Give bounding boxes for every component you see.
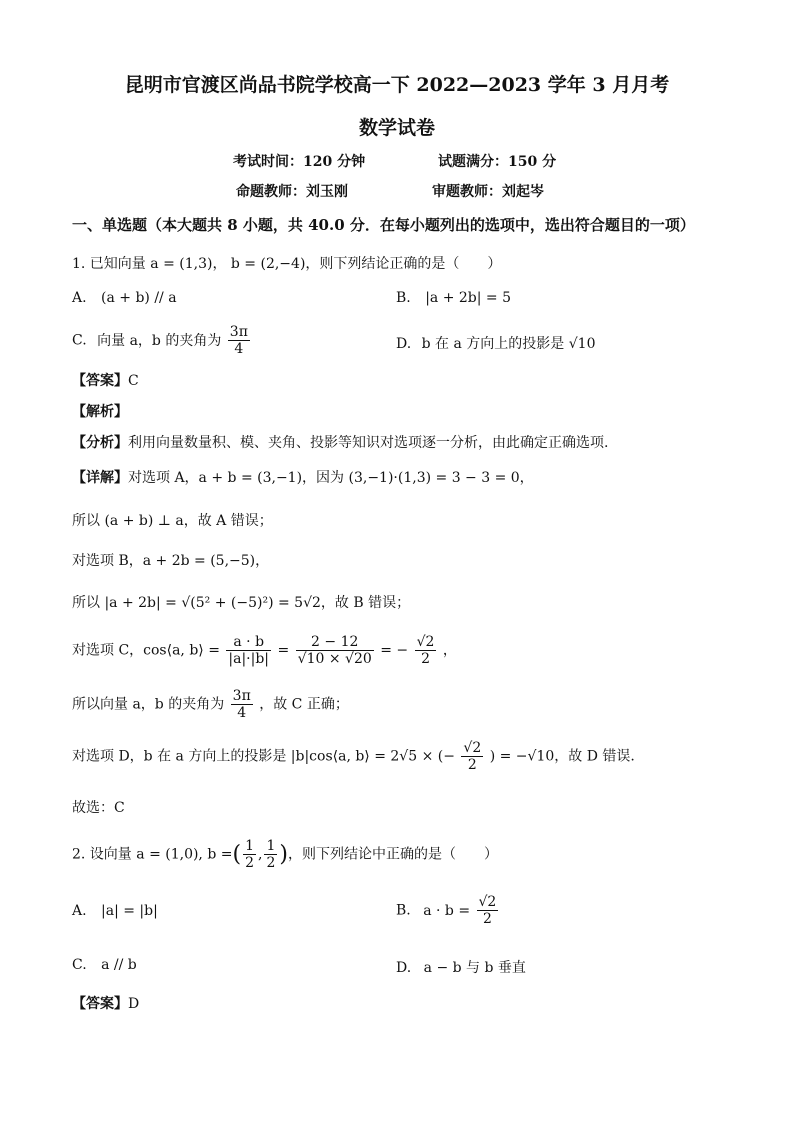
q2-answer — [72, 993, 139, 1013]
q1-stem-a: 1. 已知向量 — [72, 256, 146, 272]
q1-detail-1 — [72, 467, 534, 487]
q1-detail-6-frac — [231, 688, 253, 721]
q1-option-c-den: 4 — [234, 341, 244, 357]
frac3-den: 2 — [421, 651, 430, 667]
exam-time: 考试时间：120 分钟 — [233, 154, 366, 170]
q2-b2-num: 1 — [266, 838, 276, 854]
q1-detail-7 — [72, 740, 635, 773]
q1-detail-4: 所以 |a + 2b| = √(5² + (−5)²) = 5√2，故 B 错误； — [72, 595, 411, 611]
q1-option-a — [72, 290, 177, 306]
q1-fenxi-text: 利用向量数量积、模、夹角、投影等知识对选项逐一分析，由此确定正确选项. — [128, 435, 609, 451]
frac2-den: √10 × √20 — [297, 651, 372, 667]
detail7-den: 2 — [467, 757, 477, 773]
q1-vec-b: b = (2,−4) — [230, 256, 306, 272]
q1-option-d-text: b 在 a 方向上的投影是 √10 — [421, 336, 596, 352]
full-score: 试题满分：150 分 — [438, 154, 557, 170]
q2-option-b — [396, 894, 500, 927]
q1-stem-b: ，则下列结论正确的是（ ） — [305, 256, 502, 272]
q2-option-b-pre: a · b = — [423, 902, 471, 919]
q2-option-d-label: D. — [396, 960, 412, 976]
frac1-num: a · b — [226, 634, 271, 651]
q1-detail-5-eq: = — [277, 642, 290, 659]
q2-b-open: ( — [232, 842, 242, 867]
q2-option-d-text: a − b 与 b 垂直 — [423, 960, 526, 976]
q2-option-b-num: √2 — [478, 894, 497, 910]
q2-b1-den: 2 — [245, 855, 254, 871]
q1-option-a-label: A. — [72, 290, 87, 306]
q1-option-b-label: B. — [396, 290, 411, 306]
section-heading: 一、单选题（本大题共 8 小题，共 40.0 分．在每小题列出的选项中，选出符合题目的一项） — [72, 216, 695, 234]
q1-analysis-tag — [72, 401, 128, 421]
q2-stem-a: 2. 设向量 — [72, 846, 132, 863]
frac1-den: |a|·|b| — [228, 651, 270, 667]
q1-vec-a: a = (1,3) — [150, 256, 213, 272]
q1-option-c-text: 向量 a，b 的夹角为 — [97, 332, 222, 349]
author: 命题教师：刘玉刚 — [236, 184, 348, 200]
q1-option-d — [396, 333, 596, 353]
q2-option-c — [72, 957, 137, 973]
detail6-num: 3π — [232, 688, 251, 704]
q2-b2-frac — [264, 838, 277, 871]
q1-option-c-label: C. — [72, 332, 87, 349]
q1-detail-6-pre: 所以向量 a，b 的夹角为 — [72, 696, 225, 713]
q1-detail-2: 所以 (a + b) ⊥ a，故 A 错误； — [72, 513, 273, 529]
q1-fenxi-tag: 【分析】 — [72, 435, 128, 451]
q2-option-b-den: 2 — [482, 911, 492, 927]
q1-answer-tag: 【答案】 — [72, 373, 128, 389]
q2-b-comma: , — [258, 846, 263, 863]
q1-option-b-text: |a + 2b| = 5 — [425, 290, 512, 306]
q1-sep: ， — [212, 256, 227, 272]
frac3-num: √2 — [416, 634, 435, 650]
q2-stem — [72, 838, 498, 871]
q1-detail-7-pre: 对选项 D，b 在 a 方向上的投影是 |b|cos⟨a, b⟩ = 2√5 × (− — [72, 748, 455, 765]
q1-detail-5-end: ， — [442, 642, 457, 659]
q1-answer — [72, 370, 139, 390]
q2-option-a-label: A. — [72, 903, 87, 919]
exam-subtitle: 数学试卷 — [358, 117, 435, 139]
frac2-num: 2 − 12 — [296, 634, 374, 651]
q1-detail-6 — [72, 688, 349, 721]
q1-option-d-label: D. — [396, 336, 412, 352]
q1-detail-3: 对选项 B，a + 2b = (5,−5)， — [72, 553, 270, 569]
q1-detail-tag: 【详解】 — [72, 470, 128, 486]
q2-option-b-frac — [477, 894, 499, 927]
q1-option-c — [72, 324, 252, 357]
q1-stem — [72, 253, 501, 273]
q2-option-a-text: |a| = |b| — [101, 903, 158, 919]
q1-detail-6-end: ，故 C 正确； — [259, 696, 349, 713]
q2-vecs: a = (1,0), b = — [136, 846, 233, 863]
q1-detail-5-frac2 — [296, 634, 374, 667]
q2-stem-b: ，则下列结论中正确的是（ ） — [287, 846, 498, 863]
detail6-den: 4 — [237, 705, 247, 721]
q1-option-c-fraction — [228, 324, 250, 357]
q2-option-c-label: C. — [72, 957, 87, 973]
q1-analysis-label: 【解析】 — [72, 404, 128, 420]
q1-detail-5 — [72, 634, 457, 667]
q1-detail-5-frac1 — [226, 634, 271, 667]
reviewer: 审题教师：刘起岑 — [432, 184, 544, 200]
q2-b-close: ) — [279, 842, 288, 867]
detail7-num: √2 — [463, 740, 482, 756]
q2-b1-frac — [243, 838, 256, 871]
q1-detail-7-end: ) = −√10，故 D 错误. — [489, 748, 635, 765]
q2-option-b-label: B. — [396, 902, 411, 919]
q1-fenxi — [72, 432, 608, 452]
q2-answer-tag: 【答案】 — [72, 996, 128, 1012]
q1-detail-1-text: 对选项 A，a + b = (3,−1)，因为 (3,−1)·(1,3) = 3 − 3 = 0， — [128, 470, 534, 486]
q2-option-d — [396, 957, 526, 977]
q1-conclusion: 故选：C — [72, 800, 125, 816]
q1-detail-5-eq2: = − — [380, 642, 409, 659]
exam-title: 昆明市官渡区尚品书院学校高一下 2022—2023 学年 3 月月考 — [124, 74, 670, 96]
q1-option-b — [396, 290, 511, 306]
q1-detail-5-frac3 — [415, 634, 437, 667]
q2-answer-value: D — [128, 996, 140, 1012]
q2-option-c-text: a // b — [101, 957, 137, 973]
q1-option-a-text: (a + b) // a — [101, 290, 177, 306]
q1-detail-5-pre: 对选项 C，cos⟨a, b⟩ = — [72, 642, 220, 659]
q1-answer-value: C — [128, 373, 139, 389]
q1-option-c-num: 3π — [229, 324, 248, 340]
q2-option-a — [72, 903, 158, 919]
q2-b2-den: 2 — [266, 855, 276, 871]
q2-b1-num: 1 — [245, 838, 254, 854]
q1-detail-7-frac — [461, 740, 483, 773]
